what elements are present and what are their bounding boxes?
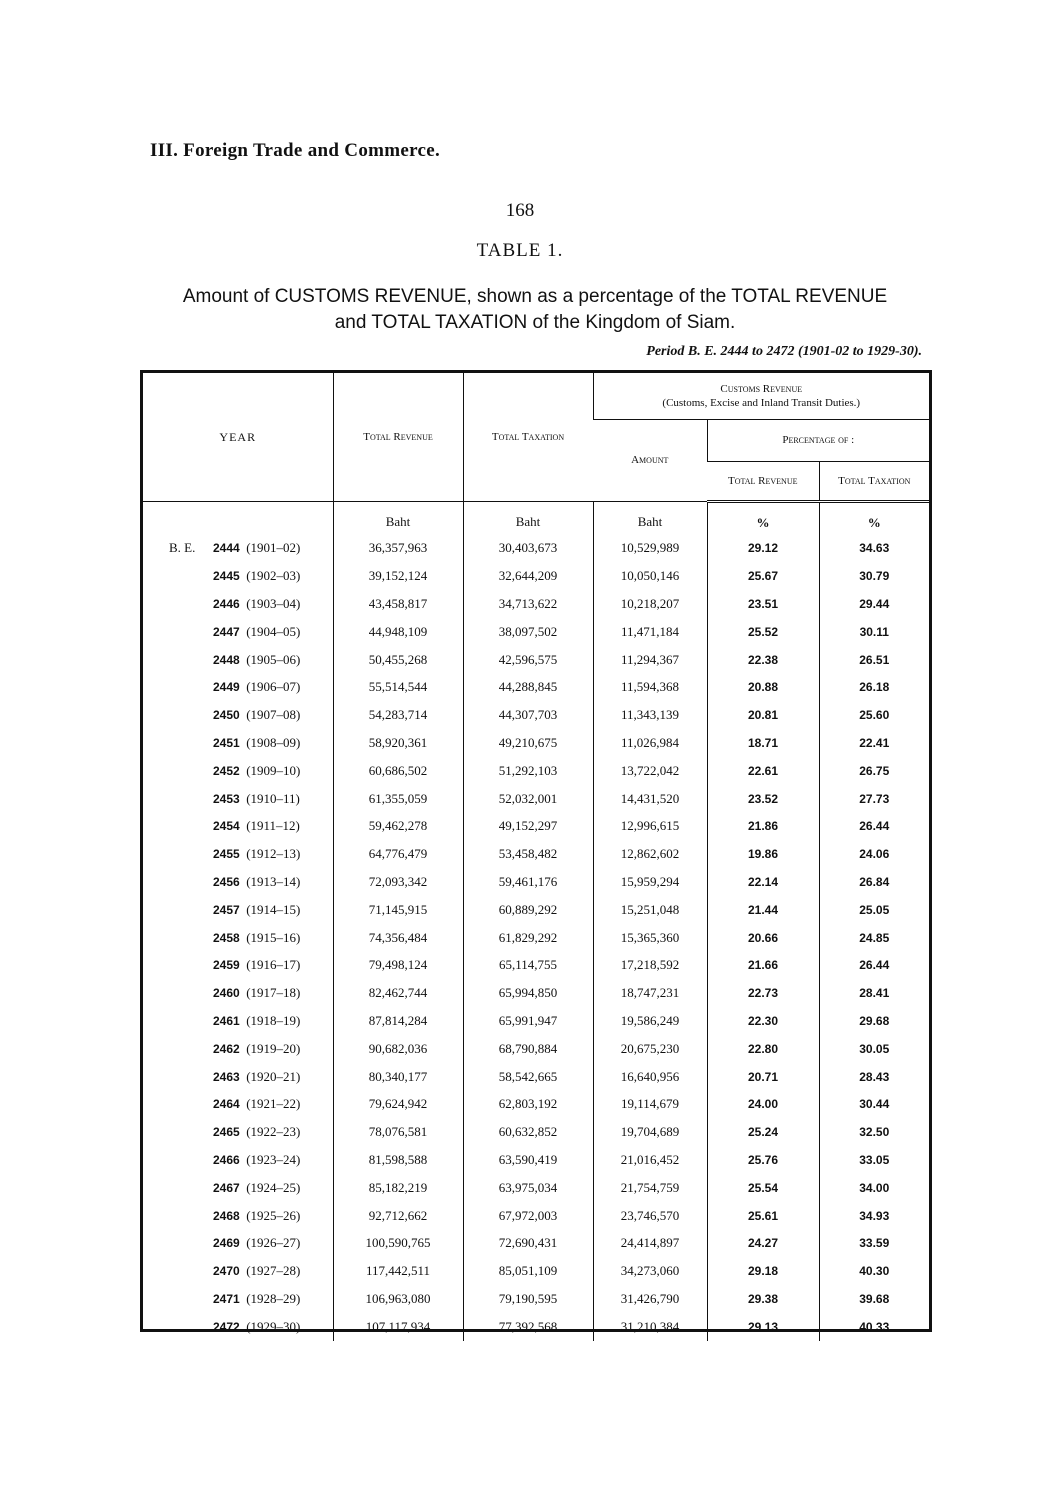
cell-pct-revenue: 25.61 xyxy=(707,1202,819,1230)
cell-year xyxy=(143,729,333,757)
cell-pct-taxation: 40.33 xyxy=(819,1313,929,1341)
cell-total-revenue: 55,514,544 xyxy=(333,673,463,701)
table-row xyxy=(143,1007,929,1035)
year-be: 2466 xyxy=(213,1152,240,1167)
year-be: 2472 xyxy=(213,1319,240,1334)
cell-pct-revenue: 25.76 xyxy=(707,1146,819,1174)
cell-total-revenue: 79,624,942 xyxy=(333,1090,463,1118)
table-row xyxy=(143,1035,929,1063)
table-row xyxy=(143,979,929,1007)
units-amount: Baht xyxy=(593,501,707,535)
cell-total-revenue: 117,442,511 xyxy=(333,1257,463,1285)
cell-total-revenue: 71,145,915 xyxy=(333,896,463,924)
year-be: 2467 xyxy=(213,1180,240,1195)
year-be: 2458 xyxy=(213,930,240,945)
cell-year xyxy=(143,812,333,840)
cell-pct-revenue: 19.86 xyxy=(707,840,819,868)
cell-year xyxy=(143,1090,333,1118)
year-be: 2460 xyxy=(213,986,240,1001)
cell-total-revenue: 59,462,278 xyxy=(333,812,463,840)
cell-pct-taxation: 32.50 xyxy=(819,1118,929,1146)
cell-pct-taxation: 30.11 xyxy=(819,618,929,646)
units-revenue: Baht xyxy=(333,501,463,535)
cell-year xyxy=(143,1229,333,1257)
cell-pct-revenue: 21.66 xyxy=(707,951,819,979)
cell-amount: 23,746,570 xyxy=(593,1202,707,1230)
cell-total-revenue: 90,682,036 xyxy=(333,1035,463,1063)
cell-pct-revenue: 29.13 xyxy=(707,1313,819,1341)
table-row xyxy=(143,646,929,674)
cell-pct-revenue: 25.24 xyxy=(707,1118,819,1146)
cell-total-revenue: 54,283,714 xyxy=(333,701,463,729)
cell-total-revenue: 100,590,765 xyxy=(333,1229,463,1257)
year-ce: (1902–03) xyxy=(246,568,301,584)
cell-year xyxy=(143,1007,333,1035)
year-ce: (1912–13) xyxy=(246,846,301,862)
units-pct-revenue: % xyxy=(707,501,819,535)
year-be: 2448 xyxy=(213,652,240,667)
year-be: 2461 xyxy=(213,1013,240,1028)
cell-pct-taxation: 24.85 xyxy=(819,924,929,952)
table-row xyxy=(143,757,929,785)
cell-total-taxation: 63,975,034 xyxy=(463,1174,593,1202)
year-ce: (1907–08) xyxy=(246,707,301,723)
year-ce: (1905–06) xyxy=(246,651,301,667)
cell-pct-revenue: 24.00 xyxy=(707,1090,819,1118)
year-be: 2451 xyxy=(213,735,240,750)
year-be: 2468 xyxy=(213,1208,240,1223)
year-ce: (1926–27) xyxy=(246,1235,301,1251)
cell-year xyxy=(143,868,333,896)
cell-amount: 24,414,897 xyxy=(593,1229,707,1257)
header-customs-revenue-title: Customs Revenue xyxy=(720,382,803,395)
cell-year xyxy=(143,618,333,646)
cell-pct-revenue: 29.18 xyxy=(707,1257,819,1285)
cell-pct-revenue: 20.81 xyxy=(707,701,819,729)
cell-total-taxation: 60,632,852 xyxy=(463,1118,593,1146)
cell-year xyxy=(143,951,333,979)
cell-total-taxation: 59,461,176 xyxy=(463,868,593,896)
cell-total-taxation: 68,790,884 xyxy=(463,1035,593,1063)
cell-total-taxation: 32,644,209 xyxy=(463,562,593,590)
cell-total-taxation: 60,889,292 xyxy=(463,896,593,924)
cell-pct-revenue: 22.80 xyxy=(707,1035,819,1063)
cell-pct-revenue: 22.14 xyxy=(707,868,819,896)
cell-pct-taxation: 26.18 xyxy=(819,673,929,701)
year-ce: (1915–16) xyxy=(246,929,301,945)
cell-total-revenue: 64,776,479 xyxy=(333,840,463,868)
cell-year xyxy=(143,1313,333,1341)
cell-total-taxation: 42,596,575 xyxy=(463,646,593,674)
cell-pct-revenue: 24.27 xyxy=(707,1229,819,1257)
cell-amount: 10,529,989 xyxy=(593,535,707,563)
cell-amount: 11,471,184 xyxy=(593,618,707,646)
cell-year xyxy=(143,1174,333,1202)
year-be: 2454 xyxy=(213,819,240,834)
table-row xyxy=(143,729,929,757)
cell-pct-taxation: 28.43 xyxy=(819,1063,929,1091)
header-percentage-of: Percentage of : xyxy=(707,419,929,461)
cell-total-taxation: 49,152,297 xyxy=(463,812,593,840)
cell-pct-revenue: 20.71 xyxy=(707,1063,819,1091)
cell-pct-taxation: 34.00 xyxy=(819,1174,929,1202)
cell-pct-taxation: 25.05 xyxy=(819,896,929,924)
cell-total-taxation: 44,307,703 xyxy=(463,701,593,729)
header-pct-total-taxation: Total Taxation xyxy=(819,461,929,501)
year-ce: (1920–21) xyxy=(246,1068,301,1084)
year-be: 2457 xyxy=(213,902,240,917)
cell-amount: 11,343,139 xyxy=(593,701,707,729)
cell-pct-revenue: 23.51 xyxy=(707,590,819,618)
cell-pct-taxation: 29.68 xyxy=(819,1007,929,1035)
cell-pct-taxation: 27.73 xyxy=(819,785,929,813)
year-be: 2447 xyxy=(213,624,240,639)
year-be: 2449 xyxy=(213,680,240,695)
cell-total-taxation: 34,713,622 xyxy=(463,590,593,618)
cell-total-revenue: 44,948,109 xyxy=(333,618,463,646)
header-customs-revenue xyxy=(593,373,929,419)
cell-total-taxation: 49,210,675 xyxy=(463,729,593,757)
cell-year xyxy=(143,840,333,868)
year-ce: (1927–28) xyxy=(246,1263,301,1279)
cell-amount: 11,594,368 xyxy=(593,673,707,701)
cell-total-taxation: 58,542,665 xyxy=(463,1063,593,1091)
year-be: 2463 xyxy=(213,1069,240,1084)
cell-year xyxy=(143,1285,333,1313)
cell-total-taxation: 79,190,595 xyxy=(463,1285,593,1313)
cell-pct-revenue: 22.61 xyxy=(707,757,819,785)
cell-pct-revenue: 25.67 xyxy=(707,562,819,590)
year-ce: (1917–18) xyxy=(246,985,301,1001)
year-ce: (1919–20) xyxy=(246,1040,301,1056)
table-row xyxy=(143,1118,929,1146)
cell-pct-revenue: 22.30 xyxy=(707,1007,819,1035)
year-ce: (1909–10) xyxy=(246,762,301,778)
year-be: 2464 xyxy=(213,1097,240,1112)
cell-amount: 21,016,452 xyxy=(593,1146,707,1174)
cell-amount: 15,959,294 xyxy=(593,868,707,896)
customs-revenue-table xyxy=(140,370,932,1332)
cell-total-revenue: 106,963,080 xyxy=(333,1285,463,1313)
year-be: 2462 xyxy=(213,1041,240,1056)
cell-total-taxation: 65,994,850 xyxy=(463,979,593,1007)
cell-year xyxy=(143,1118,333,1146)
year-be: 2444 xyxy=(213,541,240,556)
cell-total-taxation: 44,288,845 xyxy=(463,673,593,701)
table-title xyxy=(140,284,930,336)
year-ce: (1922–23) xyxy=(246,1124,301,1140)
year-be: 2453 xyxy=(213,791,240,806)
cell-pct-revenue: 22.73 xyxy=(707,979,819,1007)
cell-amount: 16,640,956 xyxy=(593,1063,707,1091)
year-be: 2450 xyxy=(213,708,240,723)
cell-total-revenue: 36,357,963 xyxy=(333,535,463,563)
cell-pct-revenue: 29.12 xyxy=(707,535,819,563)
cell-pct-revenue: 23.52 xyxy=(707,785,819,813)
table-row xyxy=(143,896,929,924)
cell-total-revenue: 74,356,484 xyxy=(333,924,463,952)
year-ce: (1916–17) xyxy=(246,957,301,973)
table-row xyxy=(143,1285,929,1313)
cell-pct-revenue: 29.38 xyxy=(707,1285,819,1313)
cell-pct-taxation: 39.68 xyxy=(819,1285,929,1313)
cell-amount: 19,704,689 xyxy=(593,1118,707,1146)
year-ce: (1918–19) xyxy=(246,1012,301,1028)
cell-amount: 13,722,042 xyxy=(593,757,707,785)
year-ce: (1908–09) xyxy=(246,734,301,750)
cell-total-revenue: 58,920,361 xyxy=(333,729,463,757)
year-ce: (1921–22) xyxy=(246,1096,301,1112)
cell-total-revenue: 43,458,817 xyxy=(333,590,463,618)
cell-total-taxation: 61,829,292 xyxy=(463,924,593,952)
cell-pct-taxation: 30.79 xyxy=(819,562,929,590)
table-title-line-2: and TOTAL TAXATION of the Kingdom of Siam. xyxy=(334,312,736,333)
table-row xyxy=(143,1313,929,1341)
year-ce: (1923–24) xyxy=(246,1151,301,1167)
year-ce: (1901–02) xyxy=(246,540,301,556)
cell-total-taxation: 77,392,568 xyxy=(463,1313,593,1341)
header-amount: Amount xyxy=(593,419,707,501)
table-row xyxy=(143,1063,929,1091)
cell-amount: 10,218,207 xyxy=(593,590,707,618)
cell-pct-taxation: 26.84 xyxy=(819,868,929,896)
header-customs-note: (Customs, Excise and Inland Transit Duties.) xyxy=(662,396,861,409)
table-body xyxy=(143,501,929,1341)
cell-year xyxy=(143,1063,333,1091)
page-number: 168 xyxy=(505,200,535,221)
cell-total-taxation: 52,032,001 xyxy=(463,785,593,813)
year-ce: (1913–14) xyxy=(246,873,301,889)
cell-pct-revenue: 22.38 xyxy=(707,646,819,674)
period-note: Period B. E. 2444 to 2472 (1901-02 to 1929-30). xyxy=(646,344,922,359)
cell-pct-taxation: 25.60 xyxy=(819,701,929,729)
year-be: 2470 xyxy=(213,1264,240,1279)
year-be: 2471 xyxy=(213,1291,240,1306)
cell-pct-taxation: 40.30 xyxy=(819,1257,929,1285)
cell-total-revenue: 80,340,177 xyxy=(333,1063,463,1091)
cell-total-taxation: 51,292,103 xyxy=(463,757,593,785)
year-be: 2445 xyxy=(213,569,240,584)
cell-total-revenue: 92,712,662 xyxy=(333,1202,463,1230)
cell-amount: 11,294,367 xyxy=(593,646,707,674)
table-row xyxy=(143,1202,929,1230)
cell-pct-taxation: 30.44 xyxy=(819,1090,929,1118)
cell-total-taxation: 65,991,947 xyxy=(463,1007,593,1035)
table-row xyxy=(143,868,929,896)
cell-year xyxy=(143,896,333,924)
cell-pct-taxation: 29.44 xyxy=(819,590,929,618)
year-be: 2459 xyxy=(213,958,240,973)
table-row xyxy=(143,1257,929,1285)
cell-total-taxation: 30,403,673 xyxy=(463,535,593,563)
cell-year xyxy=(143,1202,333,1230)
cell-amount: 10,050,146 xyxy=(593,562,707,590)
cell-amount: 21,754,759 xyxy=(593,1174,707,1202)
table-row xyxy=(143,924,929,952)
table-row xyxy=(143,535,929,563)
units-row xyxy=(143,501,929,535)
year-be: 2469 xyxy=(213,1236,240,1251)
cell-pct-revenue: 18.71 xyxy=(707,729,819,757)
cell-pct-taxation: 24.06 xyxy=(819,840,929,868)
cell-amount: 15,251,048 xyxy=(593,896,707,924)
year-ce: (1906–07) xyxy=(246,679,301,695)
cell-year xyxy=(143,757,333,785)
year-prefix: B. E. xyxy=(169,540,196,556)
year-ce: (1903–04) xyxy=(246,595,301,611)
table-row xyxy=(143,1229,929,1257)
cell-pct-taxation: 26.75 xyxy=(819,757,929,785)
cell-total-revenue: 81,598,588 xyxy=(333,1146,463,1174)
table-row xyxy=(143,785,929,813)
year-ce: (1914–15) xyxy=(246,901,301,917)
year-ce: (1910–11) xyxy=(246,790,300,806)
cell-total-revenue: 85,182,219 xyxy=(333,1174,463,1202)
table-row xyxy=(143,951,929,979)
cell-total-taxation: 85,051,109 xyxy=(463,1257,593,1285)
year-be: 2455 xyxy=(213,847,240,862)
year-be: 2465 xyxy=(213,1125,240,1140)
cell-year xyxy=(143,1257,333,1285)
table-row xyxy=(143,1090,929,1118)
cell-year xyxy=(143,562,333,590)
cell-total-taxation: 53,458,482 xyxy=(463,840,593,868)
cell-pct-taxation: 33.59 xyxy=(819,1229,929,1257)
table-row xyxy=(143,618,929,646)
cell-year xyxy=(143,924,333,952)
year-be: 2456 xyxy=(213,874,240,889)
header-total-revenue: Total Revenue xyxy=(333,373,463,501)
cell-year xyxy=(143,673,333,701)
cell-total-revenue: 87,814,284 xyxy=(333,1007,463,1035)
cell-year xyxy=(143,979,333,1007)
cell-total-taxation: 62,803,192 xyxy=(463,1090,593,1118)
cell-total-taxation: 38,097,502 xyxy=(463,618,593,646)
header-year: YEAR xyxy=(143,373,333,501)
data-table xyxy=(143,373,929,1341)
year-ce: (1928–29) xyxy=(246,1290,301,1306)
cell-amount: 18,747,231 xyxy=(593,979,707,1007)
cell-total-revenue: 82,462,744 xyxy=(333,979,463,1007)
cell-year xyxy=(143,1035,333,1063)
units-year xyxy=(143,501,333,535)
year-ce: (1925–26) xyxy=(246,1207,301,1223)
year-ce: (1904–05) xyxy=(246,623,301,639)
cell-total-taxation: 72,690,431 xyxy=(463,1229,593,1257)
cell-pct-revenue: 20.66 xyxy=(707,924,819,952)
cell-amount: 12,862,602 xyxy=(593,840,707,868)
cell-pct-taxation: 28.41 xyxy=(819,979,929,1007)
header-pct-total-revenue: Total Revenue xyxy=(707,461,819,501)
cell-pct-taxation: 26.51 xyxy=(819,646,929,674)
table-row xyxy=(143,1174,929,1202)
cell-total-revenue: 60,686,502 xyxy=(333,757,463,785)
cell-pct-revenue: 25.52 xyxy=(707,618,819,646)
cell-year xyxy=(143,1146,333,1174)
table-row xyxy=(143,840,929,868)
cell-amount: 31,210,384 xyxy=(593,1313,707,1341)
cell-pct-taxation: 34.93 xyxy=(819,1202,929,1230)
cell-amount: 20,675,230 xyxy=(593,1035,707,1063)
cell-pct-taxation: 30.05 xyxy=(819,1035,929,1063)
cell-total-taxation: 65,114,755 xyxy=(463,951,593,979)
cell-amount: 15,365,360 xyxy=(593,924,707,952)
cell-amount: 19,114,679 xyxy=(593,1090,707,1118)
cell-year xyxy=(143,701,333,729)
cell-amount: 11,026,984 xyxy=(593,729,707,757)
cell-year xyxy=(143,785,333,813)
cell-pct-taxation: 33.05 xyxy=(819,1146,929,1174)
cell-amount: 12,996,615 xyxy=(593,812,707,840)
cell-total-revenue: 39,152,124 xyxy=(333,562,463,590)
cell-pct-taxation: 34.63 xyxy=(819,535,929,563)
cell-amount: 31,426,790 xyxy=(593,1285,707,1313)
units-taxation: Baht xyxy=(463,501,593,535)
cell-pct-taxation: 26.44 xyxy=(819,951,929,979)
table-row xyxy=(143,673,929,701)
cell-total-revenue: 72,093,342 xyxy=(333,868,463,896)
header-total-taxation: Total Taxation xyxy=(463,373,593,501)
year-ce: (1924–25) xyxy=(246,1179,301,1195)
table-label: TABLE 1. xyxy=(476,240,564,261)
cell-total-taxation: 63,590,419 xyxy=(463,1146,593,1174)
section-heading: III. Foreign Trade and Commerce. xyxy=(150,140,441,161)
cell-amount: 34,273,060 xyxy=(593,1257,707,1285)
cell-year xyxy=(143,646,333,674)
table-title-line-1: Amount of CUSTOMS REVENUE, shown as a percentage of the TOTAL REVENUE xyxy=(182,286,888,307)
cell-year xyxy=(143,590,333,618)
year-ce: (1911–12) xyxy=(246,818,300,834)
cell-total-revenue: 50,455,268 xyxy=(333,646,463,674)
units-pct-taxation: % xyxy=(819,501,929,535)
cell-year xyxy=(143,535,333,563)
year-be: 2452 xyxy=(213,763,240,778)
cell-pct-taxation: 26.44 xyxy=(819,812,929,840)
cell-total-revenue: 78,076,581 xyxy=(333,1118,463,1146)
table-row xyxy=(143,812,929,840)
cell-pct-revenue: 20.88 xyxy=(707,673,819,701)
cell-amount: 14,431,520 xyxy=(593,785,707,813)
cell-total-revenue: 79,498,124 xyxy=(333,951,463,979)
cell-total-taxation: 67,972,003 xyxy=(463,1202,593,1230)
year-ce: (1929–30) xyxy=(246,1318,301,1334)
cell-amount: 17,218,592 xyxy=(593,951,707,979)
cell-pct-revenue: 25.54 xyxy=(707,1174,819,1202)
table-row xyxy=(143,701,929,729)
cell-total-revenue: 107,117,934 xyxy=(333,1313,463,1341)
cell-pct-taxation: 22.41 xyxy=(819,729,929,757)
table-row xyxy=(143,562,929,590)
table-row xyxy=(143,590,929,618)
table-row xyxy=(143,1146,929,1174)
year-be: 2446 xyxy=(213,596,240,611)
cell-total-revenue: 61,355,059 xyxy=(333,785,463,813)
cell-amount: 19,586,249 xyxy=(593,1007,707,1035)
cell-pct-revenue: 21.44 xyxy=(707,896,819,924)
cell-pct-revenue: 21.86 xyxy=(707,812,819,840)
